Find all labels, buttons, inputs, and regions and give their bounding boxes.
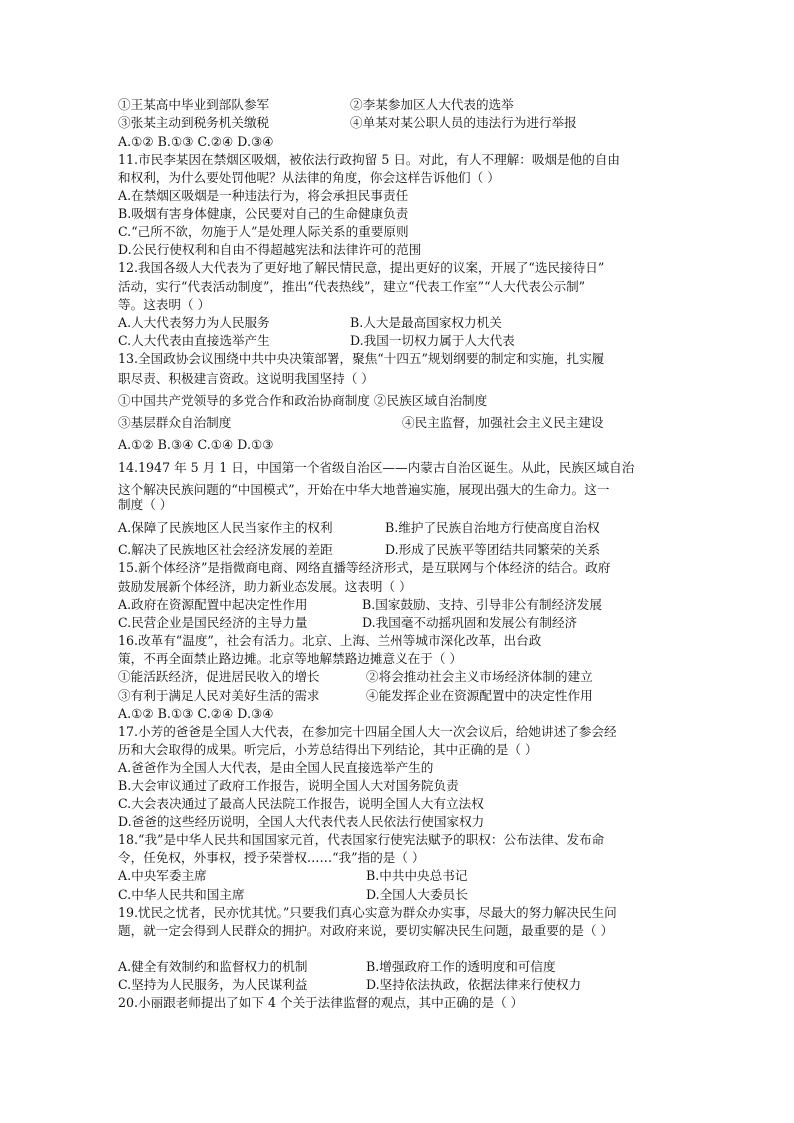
option-line: ②李某参加区人大代表的选举: [350, 97, 514, 112]
question-18-stem: 18.“我”是中华人民共和国国家元首，代表国家行使宪法赋予的职权：公布法律、发布命: [118, 832, 605, 847]
option-a: A.保障了民族地区人民当家作主的权利: [118, 520, 333, 535]
question-14-stem: 14.1947 年 5 月 1 日，中国第一个省级自治区——内蒙古自治区诞生。从此，民族区域自治: [118, 460, 635, 475]
option-b: B.吸烟有害身体健康，公民要对自己的生命健康负责: [118, 206, 409, 221]
question-19-stem: 19.忧民之忧者，民亦忧其忧。”只要我们真心实意为群众办实事，尽最大的努力解决民生问: [118, 905, 617, 920]
question-14-stem: 制度（ ）: [118, 497, 173, 512]
question-19-stem: 题，就一定会得到人民群众的拥护。对政府来说，要切实解决民生问题，最重要的是（ ）: [118, 923, 614, 938]
option-a: A.政府在资源配置中起决定性作用: [118, 597, 308, 612]
question-13-stem: 13.全国政协会议围绕中共中央决策部署，聚焦“十四五”规划纲要的制定和实施，扎实履: [118, 351, 605, 366]
question-15-stem: 15.新个体经济”是指微商电商、网络直播等经济形式，是互联网与个体经济的结合。政府: [118, 560, 611, 575]
question-13-stem: 职尽责、积极建言资政。这说明我国坚持（ ）: [118, 371, 374, 386]
option-d: D.公民行使权利和自由不得超越宪法和法律许可的范围: [118, 242, 422, 257]
option-d: D.爸爸的这些经历说明，全国人大代表代表人民依法行使国家权力: [118, 814, 485, 829]
option-d: D.坚持依法执政，依据法律来行使权力: [366, 977, 582, 992]
option-line: ①中国共产党领导的多党合作和政治协商制度 ②民族区域自治制度: [118, 393, 488, 408]
option-b: B.维护了民族自治地方行使高度自治权: [385, 520, 600, 535]
option-a: A.在禁烟区吸烟是一种违法行为，将会承担民事责任: [118, 188, 409, 203]
question-20-stem: 20.小丽跟老师提出了如下 4 个关于法律监督的观点，其中正确的是（ ）: [118, 995, 524, 1010]
option-line: ④能发挥企业在资源配置中的决定性作用: [366, 688, 593, 703]
question-12-stem: 活动，实行“代表活动制度”，推出“代表热线”，建立“代表工作室”“人大代表公示制”: [118, 279, 586, 294]
answer-choices: A.①② B.①③ C.②④ D.③④: [118, 134, 274, 149]
question-11-stem: 和权利，为什么要处罚他呢？从法律的角度，你会这样告诉他们（ ）: [118, 170, 500, 185]
option-b: B.国家鼓励、支持、引导非公有制经济发展: [362, 597, 602, 612]
option-a: A.健全有效制约和监督权力的机制: [118, 959, 308, 974]
option-line: ④单某对某公职人员的违法行为进行举报: [350, 115, 577, 130]
option-line: ④民主监督，加强社会主义民主建设: [402, 415, 604, 430]
option-c: C.中华人民共和国主席: [118, 887, 245, 902]
option-a: A.人大代表努力为人民服务: [118, 315, 270, 330]
question-18-stem: 令，任免权，外事权，授予荣誉权……“我”指的是（ ）: [118, 850, 425, 865]
option-a: A.爸爸作为全国人大代表，是由全国人民直接选举产生的: [118, 760, 434, 775]
option-a: A.中央军委主席: [118, 868, 207, 883]
option-c: C.人大代表由直接选举产生: [118, 333, 270, 348]
option-line: ②将会推动社会主义市场经济体制的建立: [366, 669, 593, 684]
option-line: ③张某主动到税务机关缴税: [118, 115, 270, 130]
option-c: C.解决了民族地区社会经济发展的差距: [118, 542, 333, 557]
option-d: D.全国人大委员长: [366, 887, 468, 902]
question-12-stem: 等。这表明（ ）: [118, 297, 211, 312]
option-line: ①能活跃经济，促进居民收入的增长: [118, 669, 320, 684]
question-12-stem: 12.我国各级人大代表为了更好地了解民情民意，提出更好的议案，开展了“选民接待日”: [118, 260, 605, 275]
option-line: ①王某高中毕业到部队参军: [118, 97, 270, 112]
option-c: C.“己所不欲，勿施于人”是处理人际关系的重要原则: [118, 224, 409, 239]
option-c: C.民营企业是国民经济的主导力量: [118, 615, 308, 630]
question-16-stem: 16.改革有“温度”，社会有活力。北京、上海、兰州等城市深化改革，出台政: [118, 633, 542, 648]
question-16-stem: 策，不再全面禁止路边摊。北京等地解禁路边摊意义在于（ ）: [118, 651, 463, 666]
answer-choices: A.①② B.①③ C.②④ D.③④: [118, 706, 274, 721]
question-17-stem: 历和大会取得的成果。听完后，小芳总结得出下列结论，其中正确的是（ ）: [118, 742, 538, 757]
question-11-stem: 11.市民李某因在禁烟区吸烟，被依法行政拘留 5 日。对此，有人不理解：吸烟是他的自由: [118, 152, 621, 167]
option-line: ③基层群众自治制度: [118, 415, 232, 430]
option-b: B.大会审议通过了政府工作报告，说明全国人大对国务院负责: [118, 778, 459, 793]
option-d: D.形成了民族平等团结共同繁荣的关系: [385, 542, 601, 557]
option-d: D.我国毫不动摇巩固和发展公有制经济: [362, 615, 578, 630]
option-d: D.我国一切权力属于人大代表: [350, 333, 515, 348]
answer-choices: A.①② B.③④ C.①④ D.①③: [118, 437, 274, 452]
option-b: B.中共中央总书记: [366, 868, 468, 883]
option-c: C.大会表决通过了最高人民法院工作报告，说明全国人大有立法权: [118, 796, 484, 811]
option-b: B.增强政府工作的透明度和可信度: [366, 959, 556, 974]
option-c: C.坚持为人民服务，为人民谋利益: [118, 977, 308, 992]
option-b: B.人大是最高国家权力机关: [350, 315, 502, 330]
option-line: ③有利于满足人民对美好生活的需求: [118, 688, 320, 703]
question-17-stem: 17.小芳的爸爸是全国人大代表，在参加完十四届全国人大一次会议后，给她讲述了参会经: [118, 724, 617, 739]
question-14-stem: 这个解决民族问题的“中国模式”，开始在中华大地普遍实施，展现出强大的生命力。这一: [118, 482, 610, 497]
question-15-stem: 鼓励发展新个体经济，助力新业态发展。这表明（ ）: [118, 579, 412, 594]
